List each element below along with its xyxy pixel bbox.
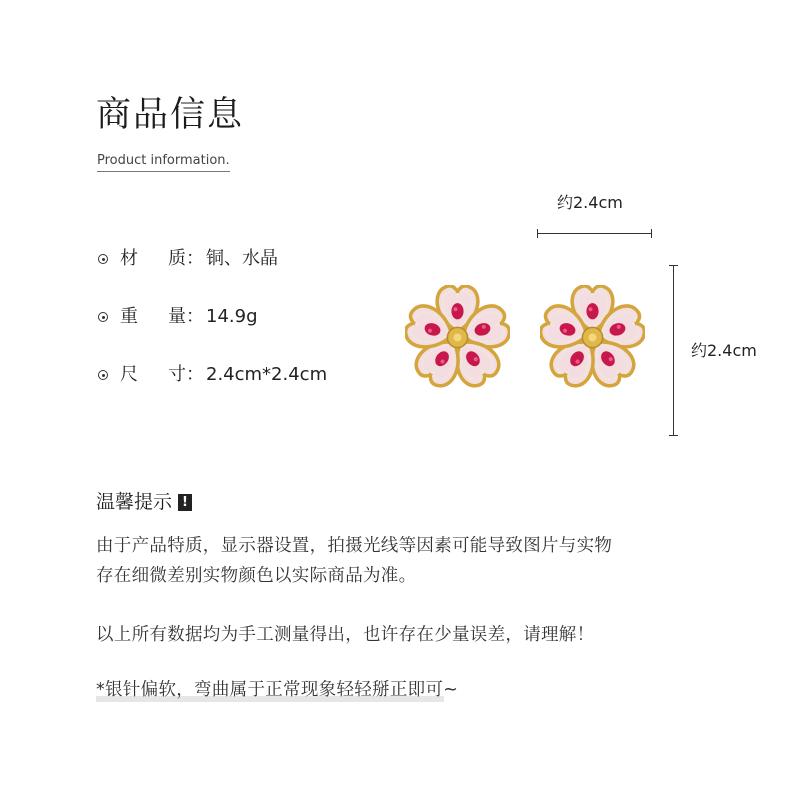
- width-dimension-label: 约2.4cm: [557, 193, 623, 212]
- spec-value: 14.9g: [206, 306, 258, 327]
- notice-paragraph-1: [96, 531, 612, 591]
- notice-paragraph-3: *银针偏软，弯曲属于正常现象轻轻掰正即可~: [96, 680, 459, 700]
- width-dimension-line: [537, 233, 652, 234]
- spec-separator: ：: [186, 306, 204, 327]
- spec-row-size: [98, 363, 327, 387]
- height-dimension-line: [673, 265, 674, 436]
- notice-title: [96, 490, 192, 514]
- height-dimension-label: 约2.4cm: [691, 341, 757, 360]
- spec-key-first: 尺: [120, 364, 138, 385]
- bullet-icon: [98, 370, 108, 380]
- spec-key-second: 量: [168, 306, 186, 327]
- spec-value: 2.4cm*2.4cm: [206, 364, 328, 385]
- page-subtitle: Product information.: [97, 154, 230, 172]
- spec-row-weight: [98, 305, 258, 329]
- spec-key-first: 材: [120, 248, 138, 269]
- notice-paragraph-1-line-2: 存在细微差别实物颜色以实际商品为准。: [96, 566, 417, 586]
- spec-key-second: 寸: [168, 364, 186, 385]
- notice-paragraph-2: 以上所有数据均为手工测量得出，也许存在少量误差，请理解！: [96, 625, 595, 645]
- spec-value: 铜、水晶: [206, 248, 278, 269]
- bullet-icon: [98, 254, 108, 264]
- spec-key-second: 质: [168, 248, 186, 269]
- warning-icon: !: [178, 494, 192, 511]
- flower-earring-right-icon: [540, 285, 645, 390]
- notice-paragraph-1-line-1: 由于产品特质，显示器设置，拍摄光线等因素可能导致图片与实物: [96, 536, 613, 556]
- notice-title-text: 温馨提示: [96, 491, 173, 513]
- page-title: 商品信息: [96, 95, 245, 135]
- flower-earring-left-icon: [405, 285, 510, 390]
- spec-row-material: [98, 247, 278, 271]
- bullet-icon: [98, 312, 108, 322]
- spec-key-first: 重: [120, 306, 138, 327]
- spec-separator: ：: [186, 364, 204, 385]
- spec-separator: ：: [186, 248, 204, 269]
